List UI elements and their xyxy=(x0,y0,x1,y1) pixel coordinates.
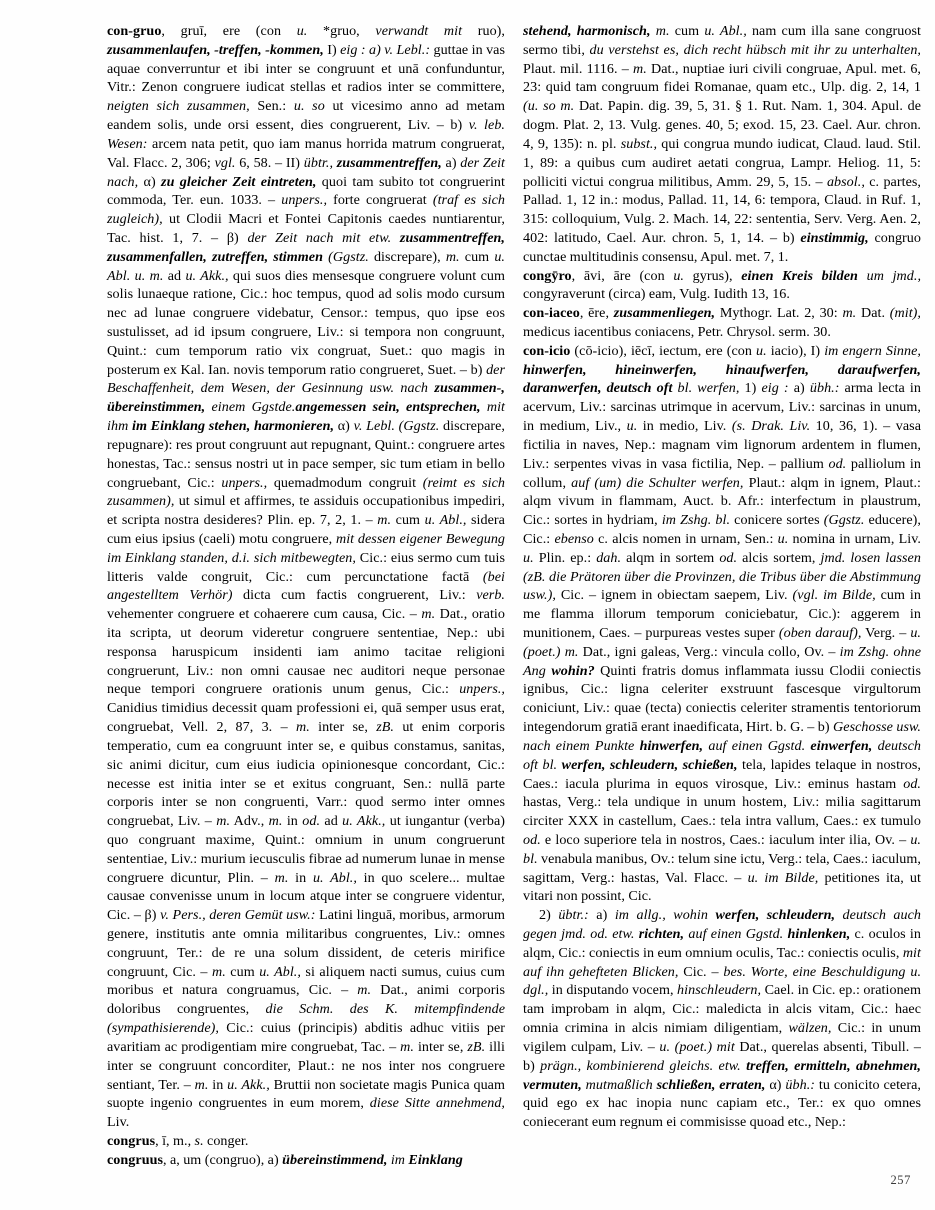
dictionary-entry-con-icio: con-icio (cō-icio), iēcī, iectum, ere (con u. iacio), I) im engern Sinne, hinwerfen, hineinwerfen, hinaufwerfen, daraufwerfen, daranwerfen, deutsch oft bl. werfen, 1) eig : a) übh.: arma lecta in acervum, Liv.: sarcinas utrimque in acervum, Liv.: sarcinas in unum, in medium, Liv., u. in medio, Liv. (s. Drak. Liv. 10, 36, 1). – vasa fictilia in naves, Nep.: magnam vim lignorum ardentem in flumen, Liv.: serpentes vivas in vasa fictilia, Nep. – pallium od. palliolum in collum, auf (um) die Schulter werfen, Plaut.: alqm in ignem, Plaut.: alqm vivum in flammam, Auct. b. Afr.: interfectum in plaustrum, Cic.: sortes in hydriam, im Zshg. bl. conicere sortes (Ggstz. educere), Cic.: ebenso c. alcis nomen in urnam, Sen.: u. nomina in urnam, Liv. u. Plin. ep.: dah. alqm in sortem od. alcis sortem, jmd. losen lassen (zB. die Prätoren über die Provinzen, die Tribus über die Abstimmung usw.), Cic. – ignem in obiectam saepem, Liv. (vgl. im Bilde, cum in me flamma illorum temporum coniciebatur, Cic.): aggerem in munitionem, Caes. – purpureas vestes super (oben darauf), Verg. – u. (poet.) m. Dat., igni galeas, Verg.: vincula collo, Ov. – im Zshg. ohne Ang wohin? Quinti fratris domus inflammata iussu Clodii coniectis ignibus, Cic.: ligna celeriter exstruunt fascesque virgultorum coniciunt, Liv.: quae (tecta) coniectis celeriter stramentis tentoriorum integendorum gratiā erant inaedificata, Hirt. b. G. – b) Geschosse usw. nach einem Punkte hinwerfen, auf einen Ggstd. einwerfen, deutsch oft bl. werfen, schleudern, schießen, tela, lapides telaque in nostros, Caes.: iacula plurima in equos virosque, Liv.: eminus hastam od. hastas, Verg.: tela undique in unum hostem, Liv.: milia sagittarum circiter XXX in castellum, Caes.: tela intra vallum, Caes.: ex tumulo od. e loco superiore tela in nostros, Caes.: iaculum inter ilia, Ov. – u. bl. venabula manibus, Ov.: telum sine ictu, Verg.: tela, Caes.: iaculum, sagittam, Verg.: hastas, Val. Flacc. – u. im Bilde, petitiones ita, ut vitari non possint, Cic. xyxy=(523,342,922,905)
dictionary-entry-con-icio-sense-2: 2) übtr.: a) im allg., wohin werfen, schleudern, deutsch auch gegen jmd. od. etw. richten, auf einen Ggstd. hinlenken, c. oculos in alqm, Cic.: coniectis in eum omnium oculis, Tac.: coniectis oculis, mit auf ihn gehefteten Blicken, Cic. – bes. Worte, eine Beschuldigung u. dgl., in disputando vocem, hinschleudern, Cael. in Cic. ep.: orationem tam improbam in alqm, Cic.: maledicta in alcis vitam, Cic.: haec omnia crimina in alcis nimiam diligentiam, wälzen, Cic.: in unum vigilem culpam, Liv. – u. (poet.) mit Dat., querelas absenti, Tibull. – b) prägn., kombinierend gleichs. etw. treffen, ermitteln, abnehmen, vermuten, mutmaßlich schließen, erraten, α) übh.: tu conicito cetera, quid ego ex hac inopia nunc capiam etc., Ter.: ex quo omnes coniecerant eum regnum ei commisisse quoad etc., Nep.: xyxy=(523,907,922,1131)
dictionary-entry-congrus: congrus, ī, m., s. conger. xyxy=(107,1132,249,1149)
right-column xyxy=(523,22,921,1132)
dictionary-entry-congruus: congruus, a, um (congruo), a) übereinstimmend, im Einklang xyxy=(107,1151,463,1168)
dictionary-entry-con-iaceo: con-iaceo, ēre, zusammenliegen, Mythogr. Lat. 2, 30: m. Dat. (mit), medicus iacentibus coniacens, Petr. Chrysol. serm. 30. xyxy=(523,305,921,340)
dictionary-entry-congruo: con-gruo, gruī, ere (con u. *gruo, verwandt mit ruo), zusammenlaufen, -treffen, -kommen, I) eig : a) v. Lebl.: guttae in vas aquae converruntur et ibi inter se congruunt et unā confunduntur, Vitr.: Zenon congruere iudicat stellas et radios inter se committere, neigten sich zusammen, Sen.: u. so ut vicesimo anno ad metam eandem solis, unde orsi essent, dies congruerent, Liv. – b) v. leb. Wesen: arcem nata petit, quo iam manus horrida matrum congruerat, Val. Flacc. 2, 306; vgl. 6, 58. – II) übtr., zusammentreffen, a) der Zeit nach, α) zu gleicher Zeit eintreten, quoi tam subito tot congruerint commoda, Ter. eun. 1033. – unpers., forte congruerat (traf es sich zugleich), ut Clodii Macri et Fontei Capitonis caedes nuntiarentur, Tac. hist. 1, 7. – β) der Zeit nach mit etw. zusammentreffen, zusammenfallen, zutreffen, stimmen (Ggstz. discrepare), m. cum u. Abl. u. m. ad u. Akk., qui suos dies mensesque congruere volunt cum solis lunaeque ratione, Cic.: hoc tempus, quod ad solis modo cursum nec ad lunae congruere videbatur, Censor.: tempus, quo ipse eos sustulisset, ad id ipsum congruere, Liv.: si tempora non congruunt, Quint.: cum temporum ratio vix congruat, Suet.: quo magis in posterum ex Kal. Ian. novis temporum ratio congrueret, Suet. – b) der Beschaffenheit, dem Wesen, der Gesinnung usw. nach zusammen-, übereinstimmen, einem Ggstde.angemessen sein, entsprechen, mit ihm im Einklang stehen, harmonieren, α) v. Lebl. (Ggstz. discrepare, repugnare): res prout congruunt aut repugnant, Quint.: congruere artes honestas, Tac.: sensus nostri ut in pace semper, sic tum etiam in bello congruebant, Cic.: unpers., quemadmodum congruit (reimt es sich zusammen), ut simul et affirmes, te assiduis occupationibus impediri, et scripta nostra desideres? Plin. ep. 7, 2, 1. – m. cum u. Abl., sidera cum eius ipsius (caeli) motu congruere, mit dessen eigener Bewegung im Einklang standen, d.i. sich mitbewegten, Cic.: eius sermo cum tuis litteris valde congruit, Cic.: cum percunctatione factā (bei angestelltem Verhör) dicta cum factis congruerent, Liv.: verb. vehementer congruere et cohaerere cum causa, Cic. – m. Dat., oratio ita scripta, ut deorum videretur congruere sententiae, Nep.: ubi responsa haruspicum insidenti iam animo tacitae religioni congruerunt, Liv.: non omni causae nec auditori neque personae neque tempori congruere orationis unum genus, Cic.: unpers., Canidius timidius decessit quam professioni ei, quā semper usus erat, congruebat, Vell. 2, 87, 3. – m. inter se, zB. ut enim corporis temperatio, cum ea congruunt inter se, e quibus constamus, sanitas, sic animi dicitur, cum eius iudicia opinionesque concordant, Cic.: necesse est initia inter se et exitus congruant, Sen.: nullā parte corporis inter se non congruenti, Varr.: quod sermo inter omnes congruebat, Liv. – m. Adv., m. in od. ad u. Akk., ut iungantur (verba) quo congruant maxime, Quint.: omnium in unum congruerunt sententiae, Liv.: murium iecusculis fibrae ad numerum lunae in mense congruere dicuntur, Plin. – m. in u. Abl., in quo scelere... multae causae convenisse unum in locum atque inter se congruere videntur, Cic. – β) v. Pers., deren Gemüt usw.: Latini linguā, moribus, armorum genere, institutis ante omnia militaribus congruentes, Liv.: omnes congruunt, Ter.: de re una solum dissident, de ceteris mirifice congruunt, Cic. – m. cum u. Abl., si aliquem nacti sumus, cuius cum moribus et natura congruamus, Cic. – m. Dat., animi corporis doloribus congruentes, die Schm. des K. mitempfindende (sympathisierende), Cic.: cuius (principis) abditis adhuc vitiis per avaritiam ac prodigentiam mire congruebat, Tac. – m. inter se, zB. illi inter se congruunt concorditer, Plaut.: ne nos inter nos congruere sentiant, Ter. – m. in u. Akk., Bruttii non societate magis Punica quam suopte ingenio congruentes in eum morem, diese Sitte annehmend, Liv. xyxy=(107,23,506,1131)
dictionary-entry-congruus-continued: stehend, harmonisch, m. cum u. Abl., nam cum illa sane congruost sermo tibi, du verstehst es, dich recht hübsch mit ihr zu unterhalten, Plaut. mil. 1116. – m. Dat., nuptiae iuri civili congruae, Apul. met. 6, 23: quid tam congruum fidei Romanae, quam etc., Ulp. dig. 2, 14, 1 (u. so m. Dat. Papin. dig. 39, 5, 31. § 1. Rut. Nam. 1, 304. Apul. de dogm. Plat. 2, 13. Vulg. genes. 40, 5; exod. 15, 23. Cael. Aur. chron. 4, 9, 135): n. pl. subst., qui congrua mundo iudicat, Claud. laud. Stil. 1, 89: a quibus cum audiret aetati congrua, Lampr. Heliog. 11, 5: polliciti victui congrua militibus, Amm. 29, 5, 15. – absol., c. partes, Pallad. 1, 12 in.: modus, Pallad. 11, 14, 6: tempora, Claud. in Ruf. 1, 315: colloquium, Vulg. 2. Mach. 14, 22: sententia, Serv. Verg. Aen. 2, 402: latitudo, Cael. Aur. chron. 5, 1, 14. – b) einstimmig, congruo cunctae multitudinis consensu, Apul. met. 7, 1. xyxy=(523,23,922,265)
page-number: 257 xyxy=(890,1173,911,1187)
left-column xyxy=(107,22,505,1170)
two-column-text-body xyxy=(107,22,922,1168)
dictionary-entry-congyro: congȳro, āvi, āre (con u. gyrus), einen Kreis bilden um jmd., congyraverunt (circa) eam, Vulg. Iudith 13, 16. xyxy=(523,267,922,303)
